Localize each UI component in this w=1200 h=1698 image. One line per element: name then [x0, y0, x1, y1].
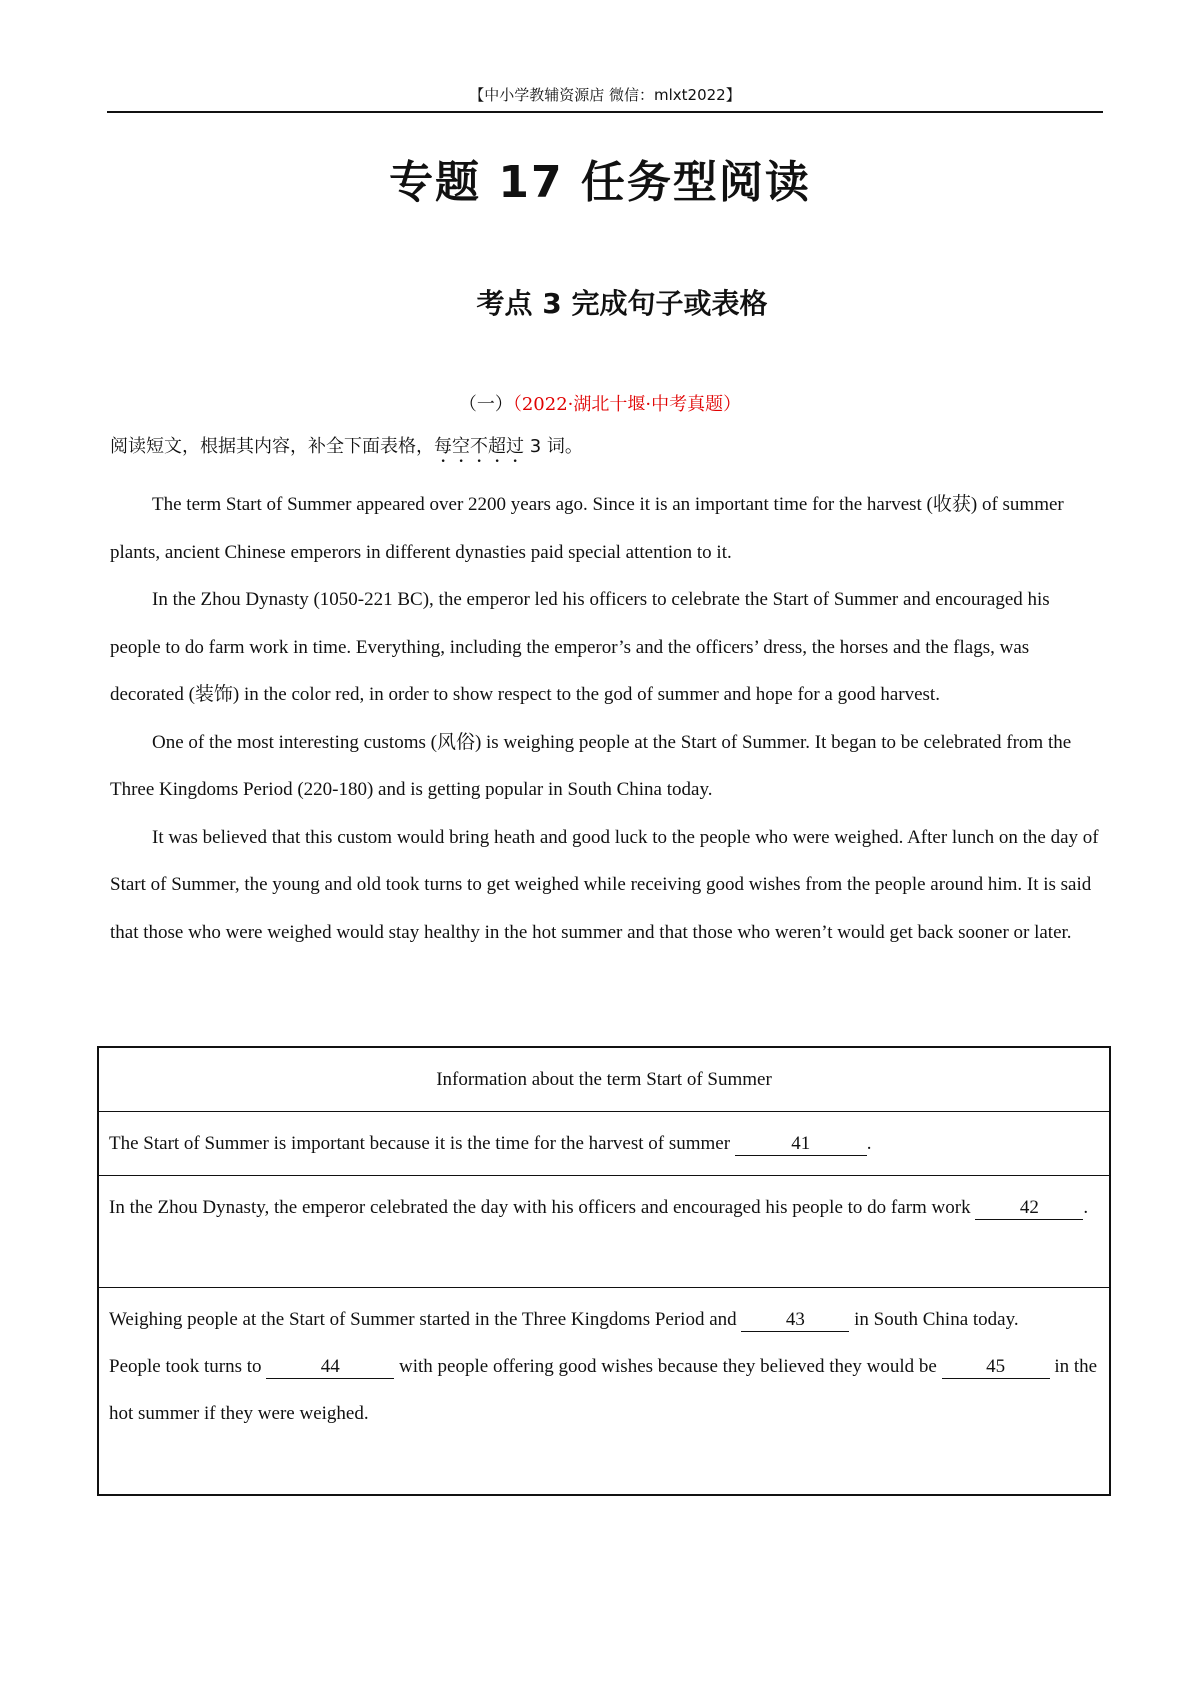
header-note: 【中小学教辅资源店 微信：mlxt2022】 [469, 86, 741, 104]
row-text: People took turns to [109, 1356, 267, 1377]
table-row [99, 1111, 1109, 1175]
answer-blank-42[interactable]: 42 [975, 1197, 1083, 1220]
instruction-text: 阅读短文，根据其内容，补全下面表格， [110, 436, 434, 457]
information-table [97, 1046, 1111, 1496]
passage-paragraph-4: It was believed that this custom would bring heath and good luck to the people who were weighed. After lunch on the day of Start of Summer, the young and old took turns to get weighed while receiving good wishes from the people around him. It is said that those who were weighed would stay healthy in the hot summer and that those who weren’t would get back sooner or later. [110, 826, 1099, 943]
question-source [0, 390, 1200, 416]
answer-blank-45[interactable]: 45 [942, 1356, 1050, 1379]
row-text: Weighing people at the Start of Summer started in the Three Kingdoms Period and [109, 1309, 742, 1330]
row-text: with people offering good wishes because they believed they would be [394, 1356, 942, 1377]
row-text: The Start of Summer is important because it is the time for the harvest of summer [109, 1133, 735, 1154]
passage-paragraph-3: One of the most interesting customs (风俗) is weighing people at the Start of Summer. It began to be celebrated from the Three Kingdoms Period (220-180) and is getting popular in South China today. [110, 731, 1072, 800]
row-text: in the hot summer if they were weighed. [109, 1356, 1098, 1424]
row-paragraph-1 [109, 1296, 1099, 1343]
instruction [110, 432, 1100, 467]
table-header-row: Information about the term Start of Summer [436, 1069, 772, 1090]
table-row [99, 1175, 1109, 1287]
instruction-limit: 3 词。 [524, 436, 583, 457]
passage-paragraph-1: The term Start of Summer appeared over 2200 years ago. Since it is an important time for the harvest (收获) of summer plants, ancient Chinese emperors in different dynasties paid special attention to it. [110, 494, 1064, 563]
source-reference: （2022·湖北十堰·中考真题） [512, 394, 742, 415]
answer-blank-44[interactable]: 44 [266, 1356, 394, 1379]
answer-blank-41[interactable]: 41 [735, 1133, 867, 1156]
passage-paragraph-2: In the Zhou Dynasty (1050-221 BC), the emperor led his officers to celebrate the Start of Summer and encouraged his people to do farm work in time. Everything, including the emperor’s and the officers’ dress, the horses and the flags, was decorated (装饰) in the color red, in order to show respect to the god of summer and hope for a good harvest. [110, 589, 1050, 705]
page-title: 专题 17 任务型阅读 [389, 157, 811, 208]
header-divider [107, 111, 1103, 113]
question-number: （一） [458, 394, 513, 415]
table-row [99, 1287, 1109, 1494]
row-end: . [866, 1133, 872, 1154]
row-paragraph-2 [109, 1343, 1099, 1437]
row-end: . [1083, 1197, 1089, 1218]
answer-blank-43[interactable]: 43 [741, 1309, 849, 1332]
row-text: in South China today. [849, 1309, 1019, 1330]
row-text: In the Zhou Dynasty, the emperor celebrated the day with his officers and encouraged his people to do farm work [109, 1197, 976, 1218]
section-subtitle: 考点 3 完成句子或表格 [476, 287, 768, 320]
instruction-emphasis: 每空不超过 [434, 436, 524, 457]
reading-passage [110, 481, 1105, 956]
